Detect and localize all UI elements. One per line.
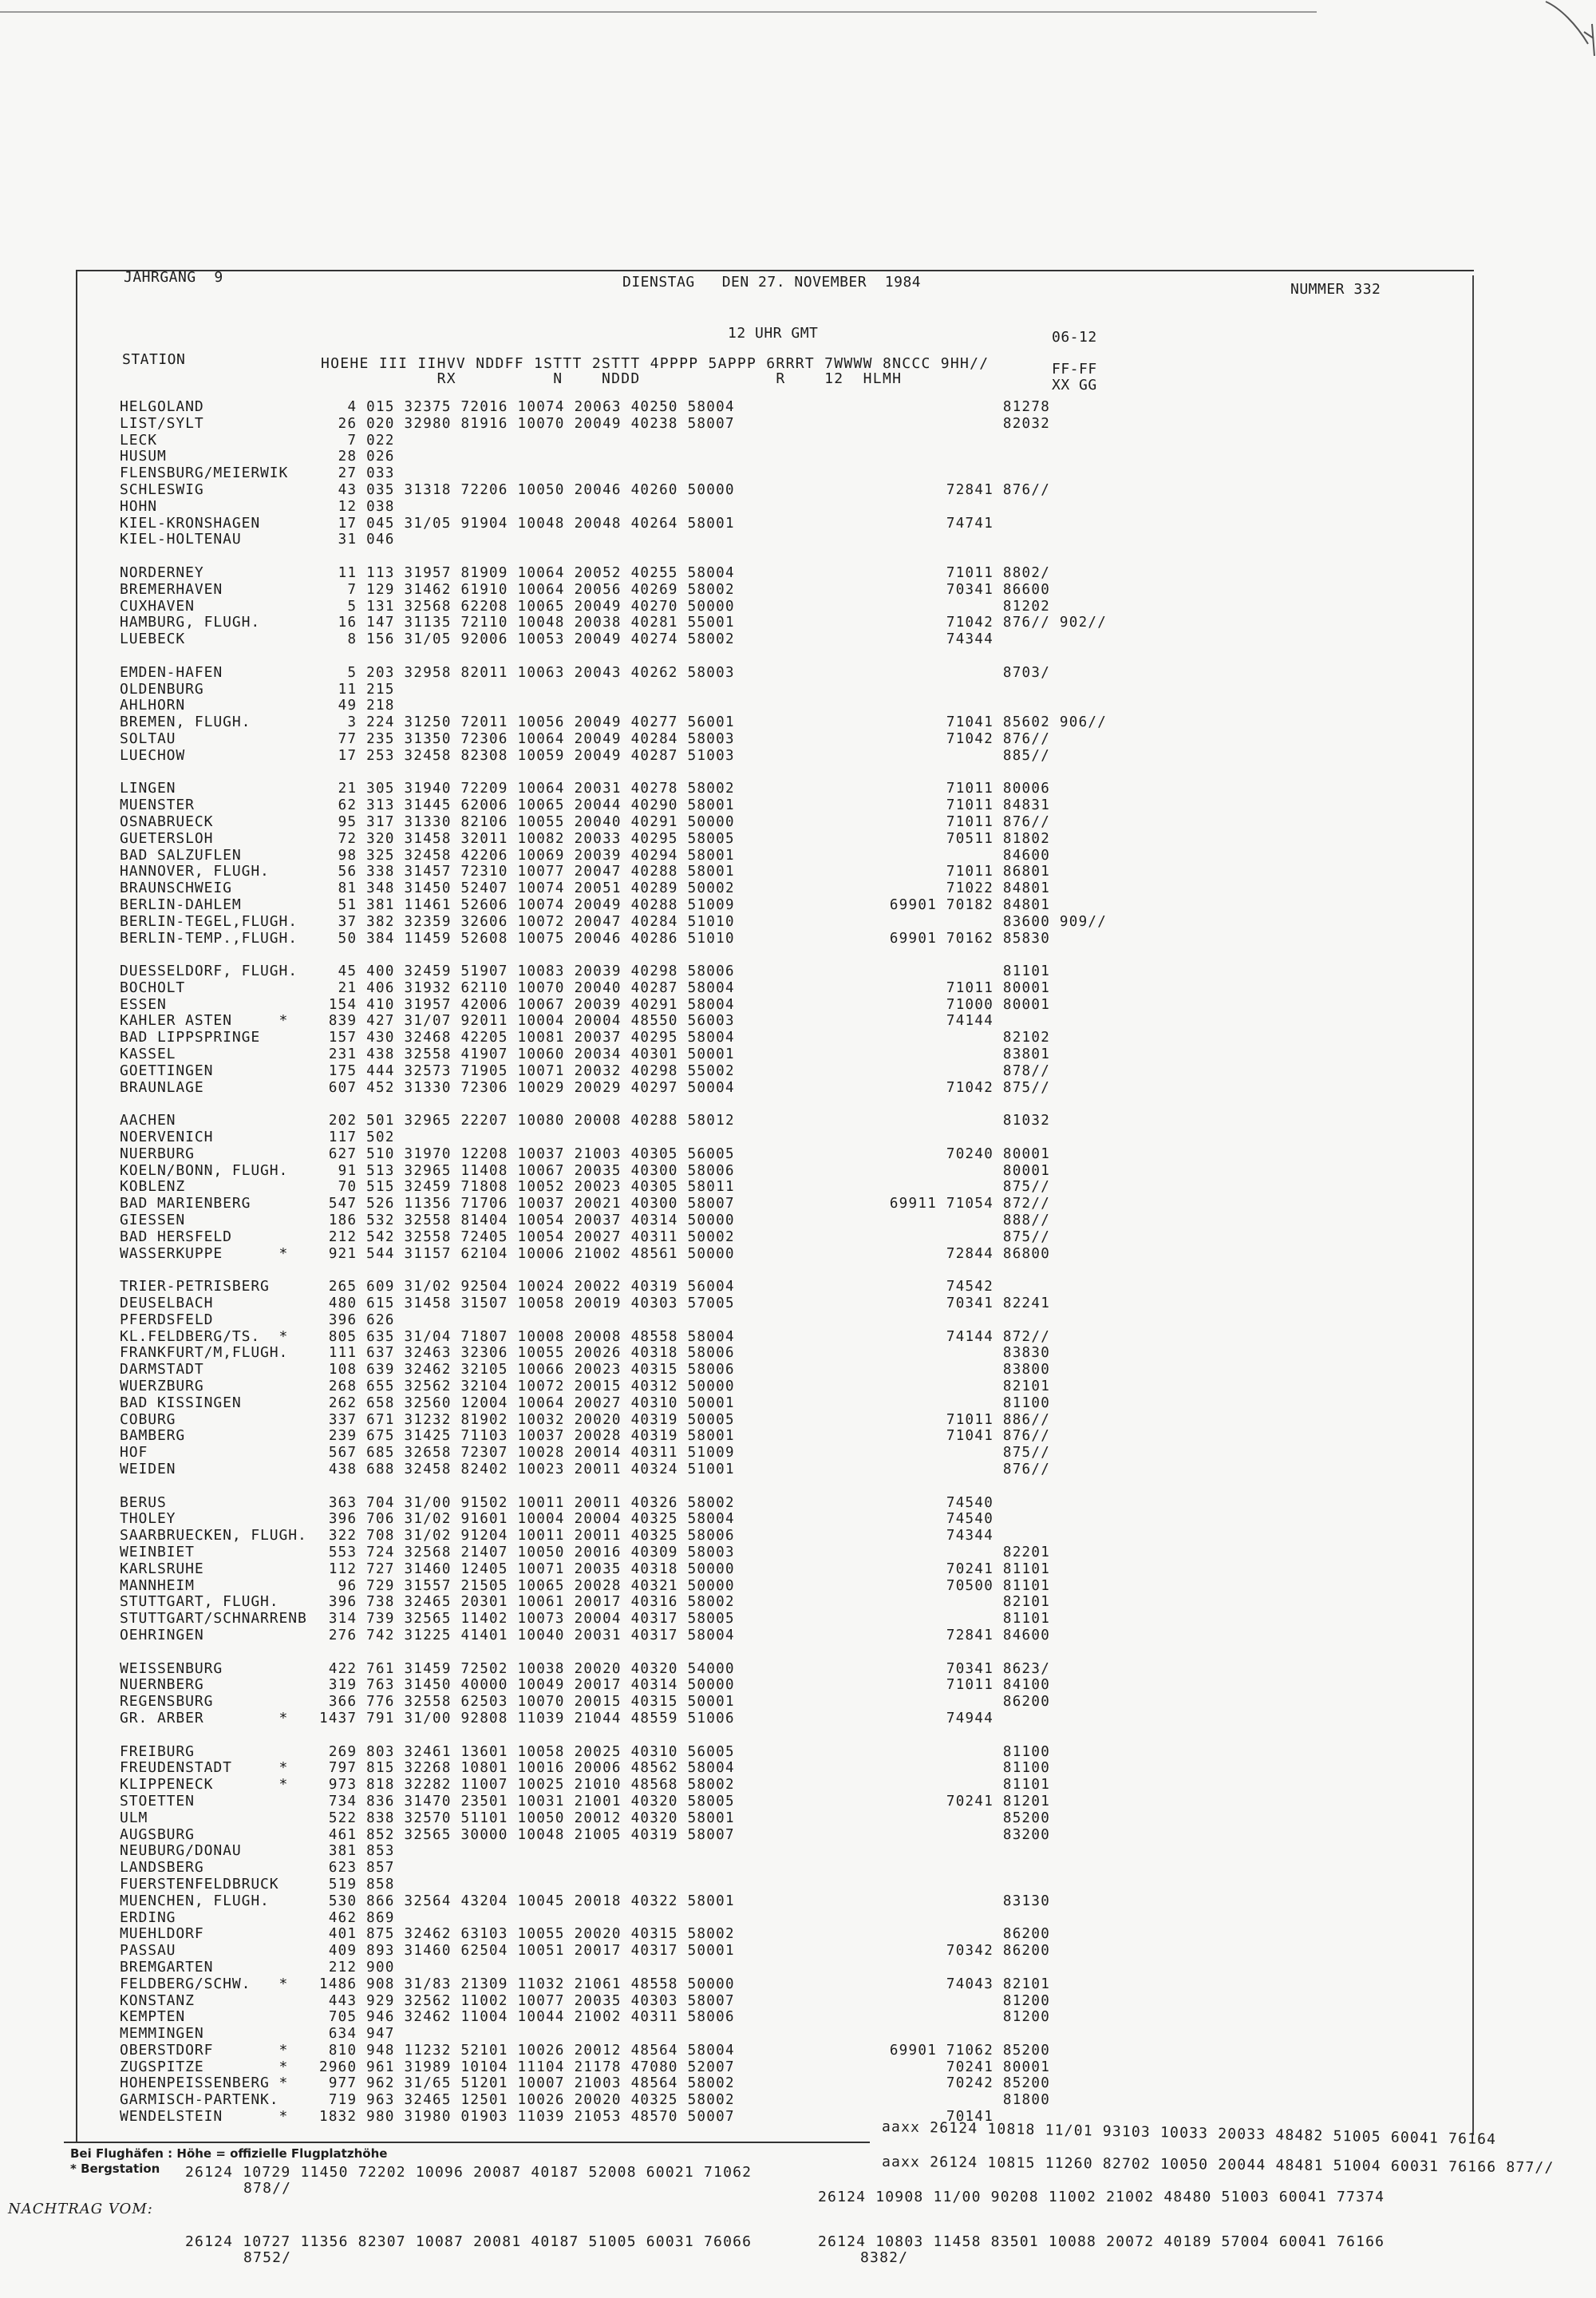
supplement-line-l1-cont: 878// — [243, 2180, 292, 2197]
supplement-line-l1: 26124 10729 11450 72202 10096 20087 40187 52008 60021 71062 — [185, 2164, 753, 2181]
footnote-flughafen: Bei Flughäfen : Höhe = offizielle Flugplatzhöhe — [70, 2146, 388, 2161]
jahrgang-label: JAHRGANG 9 — [124, 269, 223, 286]
supplement-line-l2: 26124 10727 11356 82307 10087 20081 40187 51005 60031 76066 — [185, 2233, 753, 2250]
supplement-line-l2-cont: 8752/ — [243, 2249, 292, 2266]
observation-time: 12 UHR GMT — [728, 325, 819, 342]
station-extra-data-list: 81278 82032 72841 876// 74741 71011 8802/ 70341 86600 81202 71042 876// 902// 74344 8703/ 71041 85602 906// 71042 876// 885// 71011 80006 71011 84831 71011 876// 70511 81802 84600 71011 86801 71022 84801 69901 70182 84801 83600 909// 69901 70162 85830 81101 71011 80001 71000 80001 74144 82102 83801 878// 71042 875// 81032 70240 80001 80001 875// 69911 71054 872// 888// 875// 72844 86800 74542 70341 82241 74144 872// 83830 83800 82101 81100 71011 886// 71041 876// 875// 876// 74540 74540 74344 82201 70241 81101 70500 81101 82101 81101 72841 84600 70341 8623/ 71011 84100 86200 74944 81100 81100 81101 70241 81201 85200 83200 83130 86200 70342 86200 74043 82101 81200 81200 69901 71062 85200 70241 80001 70242 85200 81800 70141 — [889, 399, 1108, 2126]
station-name-list: HELGOLAND LIST/SYLT LECK HUSUM FLENSBURG/MEIERWIK SCHLESWIG HOHN KIEL-KRONSHAGEN KIEL-HOLTENAU NORDERNEY BREMERHAVEN CUXHAVEN HAMBURG, FLUGH. LUEBECK EMDEN-HAFEN OLDENBURG AHLHORN BREMEN, FLUGH. SOLTAU LUECHOW LINGEN MUENSTER OSNABRUECK GUETERSLOH BAD SALZUFLEN HANNOVER, FLUGH. BRAUNSCHWEIG BERLIN-DAHLEM BERLIN-TEGEL,FLUGH. BERLIN-TEMP.,FLUGH. DUESSELDORF, FLUGH. BOCHOLT ESSEN KAHLER ASTEN * BAD LIPPSPRINGE KASSEL GOETTINGEN BRAUNLAGE AACHEN NOERVENICH NUERBURG KOELN/BONN, FLUGH. KOBLENZ BAD MARIENBERG GIESSEN BAD HERSFELD WASSERKUPPE * TRIER-PETRISBERG DEUSELBACH PFERDSFELD KL.FELDBERG/TS. * FRANKFURT/M,FLUGH. DARMSTADT WUERZBURG BAD KISSINGEN COBURG BAMBERG HOF WEIDEN BERUS THOLEY SAARBRUECKEN, FLUGH. WEINBIET KARLSRUHE MANNHEIM STUTTGART, FLUGH. STUTTGART/SCHNARRENB OEHRINGEN WEISSENBURG NUERNBERG REGENSBURG GR. ARBER * FREIBURG FREUDENSTADT * KLIPPENECK * STOETTEN ULM AUGSBURG NEUBURG/DONAU LANDSBERG FUERSTENFELDBRUCK MUENCHEN, FLUGH. ERDING MUEHLDORF PASSAU BREMGARTEN FELDBERG/SCHW. * KONSTANZ KEMPTEN MEMMINGEN OBERSTDORF * ZUGSPITZE * HOHENPEISSENBERG * GARMISCH-PARTENK. WENDELSTEIN * — [120, 398, 307, 2126]
frame-left-border — [76, 270, 77, 2142]
station-column-header: STATION — [122, 351, 186, 368]
nachtrag-handwritten-label: NACHTRAG VOM: — [8, 2201, 153, 2217]
footnote-bergstation: * Bergstation — [70, 2162, 160, 2176]
supplement-wendelstein-line: aaxx 26124 10818 11/01 93103 10033 20033 48482 51005 60041 76164 — [881, 2118, 1497, 2149]
frame-top-border — [76, 270, 1474, 271]
ff-column-header: FF-FF — [1052, 361, 1097, 378]
frame-bottom-border — [64, 2142, 870, 2143]
station-data-list: 4 015 32375 72016 10074 20063 40250 58004 26 020 32980 81916 10070 20049 40238 58007 7 022 28 026 27 033 43 035 31318 72206 10050 20046 40260 50000 12 038 17 045 31/05 91904 10048 20048 40264 58001 31 046 11 113 31957 81909 10064 20052 40255 58004 7 129 31462 61910 10064 20056 40269 58002 5 131 32568 62208 10065 20049 40270 50000 16 147 31135 72110 10048 20038 40281 55001 8 156 31/05 92006 10053 20049 40274 58002 5 203 32958 82011 10063 20043 40262 58003 11 215 49 218 3 224 31250 72011 10056 20049 40277 56001 77 235 31350 72306 10064 20049 40284 58003 17 253 32458 82308 10059 20049 40287 51003 21 305 31940 72209 10064 20031 40278 58002 62 313 31445 62006 10065 20044 40290 58001 95 317 31330 82106 10055 20040 40291 50000 72 320 31458 32011 10082 20033 40295 58005 98 325 32458 42206 10069 20039 40294 58001 56 338 31457 72310 10077 20047 40288 58001 81 348 31450 52407 10074 20051 40289 50002 51 381 11461 52606 10074 20049 40288 51009 37 382 32359 32606 10072 20047 40284 51010 50 384 11459 52608 10075 20046 40286 51010 45 400 32459 51907 10083 20039 40298 58006 21 406 31932 62110 10070 20040 40287 58004 154 410 31957 42006 10067 20039 40291 58004 839 427 31/07 92011 10004 20004 48550 56003 157 430 32468 42205 10081 20037 40295 58004 231 438 32558 41907 10060 20034 40301 50001 175 444 32573 71905 10071 20032 40298 55002 607 452 31330 72306 10029 20029 40297 50004 202 501 32965 22207 10080 20008 40288 58012 117 502 627 510 31970 12208 10037 21003 40305 56005 91 513 32965 11408 10067 20035 40300 58006 70 515 32459 71808 10052 20023 40305 58011 547 526 11356 71706 10037 20021 40300 58007 186 532 32558 81404 10054 20037 40314 50000 212 542 32558 72405 10054 20027 40311 50002 921 544 31157 62104 10006 21002 48561 50000 265 609 31/02 92504 10024 20022 40319 56004 480 615 31458 31507 10058 20019 40303 57005 396 626 805 635 31/04 71807 10008 20008 48558 58004 111 637 32463 32306 10055 20026 40318 58006 108 639 32462 32105 10066 20023 40315 58006 268 655 32562 32104 10072 20015 40312 50000 262 658 32560 12004 10064 20027 40310 50001 337 671 31232 81902 10032 20020 40319 50005 239 675 31425 71103 10037 20028 40319 58001 567 685 32658 72307 10028 20014 40311 51009 438 688 32458 82402 10023 20011 40324 51001 363 704 31/00 91502 10011 20011 40326 58002 396 706 31/02 91601 10004 20004 40325 58004 322 708 31/02 91204 10011 20011 40325 58006 553 724 32568 21407 10050 20016 40309 58003 112 727 31460 12405 10071 20035 40318 50000 96 729 31557 21505 10065 20028 40321 50000 396 738 32465 20301 10061 20017 40316 58002 314 739 32565 11402 10073 20004 40317 58005 276 742 31225 41401 10040 20031 40317 58004 422 761 31459 72502 10038 20020 40320 54000 319 763 31450 40000 10049 20017 40314 50000 366 776 32558 62503 10070 20015 40315 50001 1437 791 31/00 92808 11039 21044 48559 51006 269 803 32461 13601 10058 20025 40310 56005 797 815 32268 10801 10016 20006 48562 58004 973 818 32282 11007 10025 21010 48568 58002 734 836 31470 23501 10031 21001 40320 58005 522 838 32570 51101 10050 20012 40320 58001 461 852 32565 30000 10048 21005 40319 58007 381 853 623 857 519 858 530 866 32564 43204 10045 20018 40322 58001 462 869 401 875 32462 63103 10055 20020 40315 58002 409 893 31460 62504 10051 20017 40317 50001 212 900 1486 908 31/83 21309 11032 21061 48558 50000 443 929 32562 11002 10077 20035 40303 58007 705 946 32462 11004 10044 21002 40311 58006 634 947 810 948 11232 52101 10026 20012 48564 58004 2960 961 31989 10104 11104 21178 47080 52007 977 962 31/65 51201 10007 21003 48564 58002 719 963 32465 12501 10026 20020 40325 58002 1832 980 31980 01903 11039 21053 48570 50007 — [319, 399, 735, 2126]
issue-number: NUMMER 332 — [1290, 281, 1381, 298]
supplement-line-a2: 26124 10908 11/00 90208 11002 21002 48480 51003 60041 77374 — [818, 2189, 1385, 2205]
time-range: 06-12 — [1052, 329, 1097, 346]
ff-column-subheader: XX GG — [1052, 377, 1097, 394]
frame-right-border — [1472, 275, 1474, 2135]
code-column-subheader: RX N NDDD R 12 HLMH — [321, 370, 903, 387]
supplement-line-a3: 26124 10803 11458 83501 10088 20072 40189 57004 60041 76166 — [818, 2233, 1385, 2250]
top-scan-line — [0, 11, 1317, 13]
supplement-line-a1: aaxx 26124 10815 11260 82702 10050 20044 48481 51004 60031 76166 877// — [881, 2154, 1555, 2177]
supplement-line-a3-cont: 8382/ — [860, 2249, 909, 2266]
issue-date: DIENSTAG DEN 27. NOVEMBER 1984 — [622, 274, 922, 291]
code-column-header: HOEHE III IIHVV NDDFF 1STTT 2STTT 4PPPP 5APPP 6RRRT 7WWWW 8NCCC 9HH// — [321, 355, 990, 372]
corner-scribble-icon — [1544, 0, 1596, 56]
